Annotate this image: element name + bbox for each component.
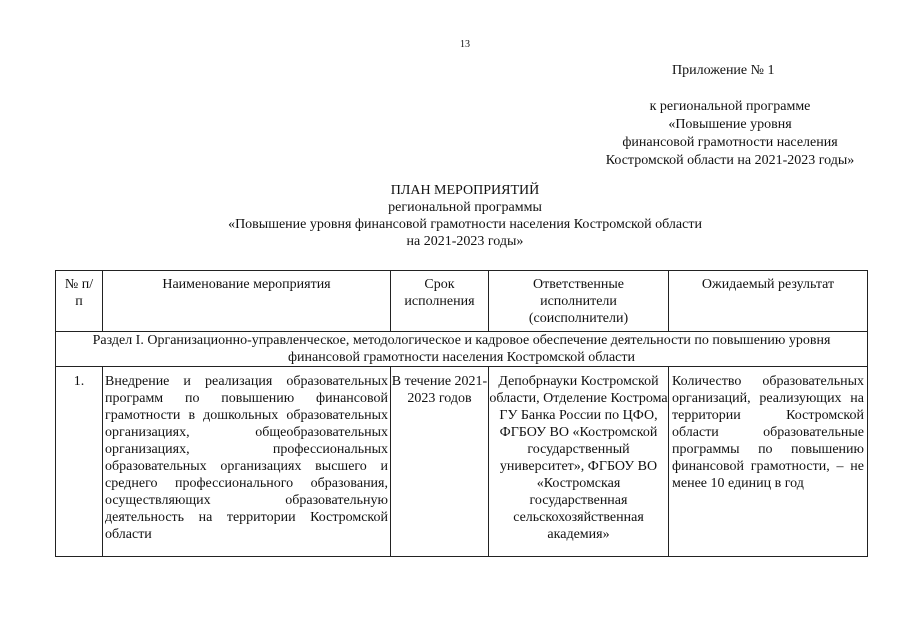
annex-line: «Повышение уровня bbox=[668, 117, 792, 132]
annex-line: Костромской области на 2021-2023 годы» bbox=[605, 153, 855, 168]
annex-title: Приложение № 1 bbox=[672, 63, 775, 78]
plan-table bbox=[55, 270, 868, 557]
page-number: 13 bbox=[460, 39, 470, 50]
header-name: Наименование мероприятия bbox=[103, 271, 391, 332]
table-row bbox=[56, 367, 868, 557]
plan-title-line: на 2021-2023 годы» bbox=[406, 234, 524, 249]
plan-title bbox=[150, 182, 780, 250]
plan-title-line: региональной программы bbox=[388, 200, 542, 215]
section-heading: Раздел I. Организационно-управленческое, методологическое и кадровое обеспечение деятельности по повышению уровня финансовой грамотности населения Костромской области bbox=[56, 332, 868, 367]
annex-line: к региональной программе bbox=[649, 99, 811, 114]
header-responsible: Ответственные исполнители (соисполнители) bbox=[489, 271, 669, 332]
section-row bbox=[56, 332, 868, 367]
annex-caption bbox=[590, 98, 870, 170]
header-number: № п/п bbox=[56, 271, 103, 332]
row-number: 1. bbox=[56, 367, 103, 557]
plan-title-line: ПЛАН МЕРОПРИЯТИЙ bbox=[390, 183, 540, 198]
row-result: Количество образовательных организаций, реализующих на территории Костромской области образовательные программы по повышению финансовой грамотности, – не менее 10 единиц в год bbox=[669, 367, 868, 557]
row-responsible: Депобрнауки Костромской области, Отделение Кострома ГУ Банка России по ЦФО, ФГБОУ ВО «Костромской государственный университет», ФГБОУ ВО «Костромская государственная сельскохозяйственная академия» bbox=[489, 367, 669, 557]
header-result: Ожидаемый результат bbox=[669, 271, 868, 332]
annex-line: финансовой грамотности населения bbox=[622, 135, 838, 150]
header-term: Срок исполнения bbox=[391, 271, 489, 332]
row-name: Внедрение и реализация образовательных программ по повышению финансовой грамотности в дошкольных образовательных организациях, общеобразовательных организациях, профессиональных образовательных организациях высшего и среднего профессионального образования, осуществляющих образовательную деятельность на территории Костромской области bbox=[103, 367, 391, 557]
row-term: В течение 2021-2023 годов bbox=[391, 367, 489, 557]
plan-title-line: «Повышение уровня финансовой грамотности населения Костромской области bbox=[228, 217, 702, 232]
table-header-row bbox=[56, 271, 868, 332]
